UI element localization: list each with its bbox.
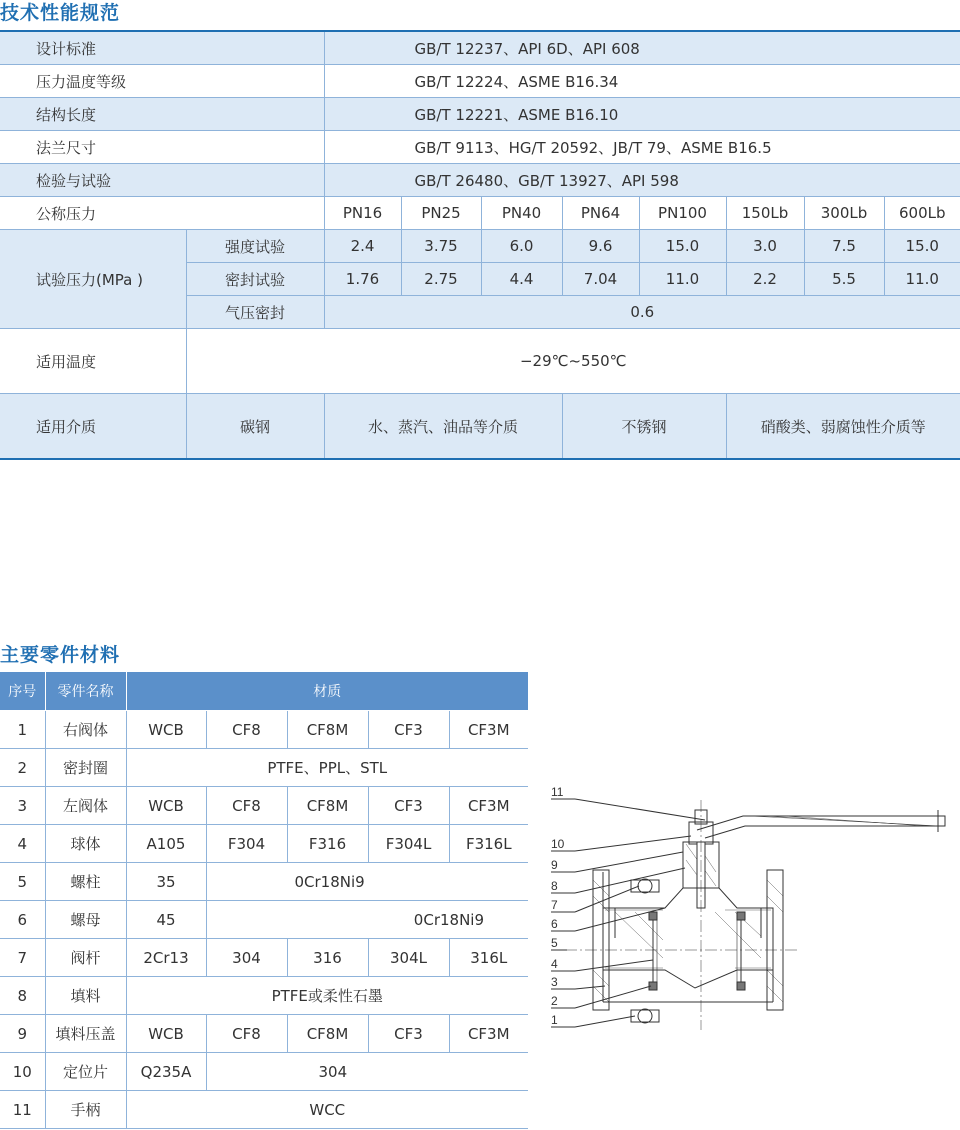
callout-label: 6 xyxy=(551,917,558,931)
strength-cell: 3.75 xyxy=(401,230,481,263)
material-cell: Q235A xyxy=(126,1053,206,1091)
table-row xyxy=(0,825,528,863)
spec-row-strength xyxy=(0,230,960,263)
nominal-cell: PN40 xyxy=(481,197,562,230)
ball-valve-drawing xyxy=(545,780,955,1050)
seal-cell: 1.76 xyxy=(324,263,401,296)
material-cell: PTFE、PPL、STL xyxy=(126,749,528,787)
media-cell: 不锈钢 xyxy=(562,394,726,460)
strength-cell: 3.0 xyxy=(726,230,804,263)
callout-label: 3 xyxy=(551,975,558,989)
material-cell: 316 xyxy=(287,939,368,977)
material-cell: CF3 xyxy=(368,787,449,825)
inspection-value: GB/T 26480、GB/T 13927、API 598 xyxy=(324,164,960,197)
part-no: 4 xyxy=(0,825,45,863)
callout-label: 5 xyxy=(551,936,558,950)
material-cell: CF8M xyxy=(287,711,368,749)
callout-label: 10 xyxy=(551,837,565,851)
table-row xyxy=(0,711,528,749)
table-row xyxy=(0,901,528,939)
material-cell: 0Cr18Ni9 xyxy=(206,901,528,939)
table-row xyxy=(0,939,528,977)
media-cell: 水、蒸汽、油品等介质 xyxy=(324,394,562,460)
material-cell: A105 xyxy=(126,825,206,863)
seal-cell: 7.04 xyxy=(562,263,639,296)
callout-label: 8 xyxy=(551,879,558,893)
part-no: 11 xyxy=(0,1091,45,1129)
design-value: GB/T 12237、API 6D、API 608 xyxy=(324,31,960,65)
strength-cell: 2.4 xyxy=(324,230,401,263)
header-name: 零件名称 xyxy=(45,672,126,711)
material-cell: 0Cr18Ni9 xyxy=(206,863,528,901)
material-cell: F316L xyxy=(449,825,528,863)
spec-section-title: 技术性能规范 xyxy=(0,2,121,24)
media-label: 适用介质 xyxy=(0,394,186,460)
part-no: 2 xyxy=(0,749,45,787)
length-label: 结构长度 xyxy=(0,98,324,131)
spec-row-pressure-temp xyxy=(0,65,960,98)
part-name: 左阀体 xyxy=(45,787,126,825)
spec-row-design xyxy=(0,31,960,65)
material-cell: WCB xyxy=(126,1015,206,1053)
seal-cell: 4.4 xyxy=(481,263,562,296)
spec-row-nominal xyxy=(0,197,960,230)
part-no: 8 xyxy=(0,977,45,1015)
length-value: GB/T 12221、ASME B16.10 xyxy=(324,98,960,131)
callout-label: 7 xyxy=(551,898,558,912)
material-cell: 304 xyxy=(206,1053,528,1091)
callout-label: 9 xyxy=(551,858,558,872)
seal-label: 密封试验 xyxy=(186,263,324,296)
part-name: 密封圈 xyxy=(45,749,126,787)
inspection-label: 检验与试验 xyxy=(0,164,324,197)
part-name: 螺母 xyxy=(45,901,126,939)
air-seal-label: 气压密封 xyxy=(186,296,324,329)
pressure-temp-value: GB/T 12224、ASME B16.34 xyxy=(324,65,960,98)
part-name: 手柄 xyxy=(45,1091,126,1129)
material-cell: 2Cr13 xyxy=(126,939,206,977)
strength-cell: 15.0 xyxy=(639,230,726,263)
part-name: 填料 xyxy=(45,977,126,1015)
table-row xyxy=(0,787,528,825)
seal-cell: 2.75 xyxy=(401,263,481,296)
header-material: 材质 xyxy=(126,672,528,711)
parts-table xyxy=(0,671,528,1129)
part-no: 5 xyxy=(0,863,45,901)
material-cell: CF8 xyxy=(206,787,287,825)
material-cell: 35 xyxy=(126,863,206,901)
spec-row-flange xyxy=(0,131,960,164)
nominal-cell: PN16 xyxy=(324,197,401,230)
nominal-cell: PN25 xyxy=(401,197,481,230)
strength-cell: 7.5 xyxy=(804,230,884,263)
spec-table xyxy=(0,30,960,460)
material-cell: 304 xyxy=(206,939,287,977)
part-name: 右阀体 xyxy=(45,711,126,749)
part-no: 3 xyxy=(0,787,45,825)
temperature-value: −29℃~550℃ xyxy=(186,329,960,394)
test-pressure-label: 试验压力(MPa ) xyxy=(0,230,186,329)
part-name: 填料压盖 xyxy=(45,1015,126,1053)
strength-cell: 9.6 xyxy=(562,230,639,263)
media-cell: 碳钢 xyxy=(186,394,324,460)
material-cell: WCB xyxy=(126,787,206,825)
pressure-temp-label: 压力温度等级 xyxy=(0,65,324,98)
media-cell: 硝酸类、弱腐蚀性介质等 xyxy=(726,394,960,460)
material-cell: F304L xyxy=(368,825,449,863)
material-cell: 45 xyxy=(126,901,206,939)
nominal-cell: 600Lb xyxy=(884,197,960,230)
parts-section-title: 主要零件材料 xyxy=(0,644,121,666)
nominal-cell: PN100 xyxy=(639,197,726,230)
design-label: 设计标准 xyxy=(0,31,324,65)
material-cell: F316 xyxy=(287,825,368,863)
material-cell: CF8M xyxy=(287,787,368,825)
table-row xyxy=(0,749,528,787)
flange-value: GB/T 9113、HG/T 20592、JB/T 79、ASME B16.5 xyxy=(324,131,960,164)
part-no: 9 xyxy=(0,1015,45,1053)
temperature-label: 适用温度 xyxy=(0,329,186,394)
nominal-cell: PN64 xyxy=(562,197,639,230)
spec-row-inspection xyxy=(0,164,960,197)
callout-label: 11 xyxy=(551,785,564,799)
material-cell: PTFE或柔性石墨 xyxy=(126,977,528,1015)
strength-cell: 15.0 xyxy=(884,230,960,263)
part-no: 10 xyxy=(0,1053,45,1091)
table-row xyxy=(0,863,528,901)
material-cell: F304 xyxy=(206,825,287,863)
material-cell: CF8 xyxy=(206,711,287,749)
strength-cell: 6.0 xyxy=(481,230,562,263)
callout-label: 2 xyxy=(551,994,558,1008)
spec-row-temperature xyxy=(0,329,960,394)
callout-label: 4 xyxy=(551,957,558,971)
material-cell: CF3M xyxy=(449,787,528,825)
table-row xyxy=(0,1053,528,1091)
nominal-cell: 300Lb xyxy=(804,197,884,230)
material-cell: CF8 xyxy=(206,1015,287,1053)
table-row xyxy=(0,1091,528,1129)
material-cell: CF3M xyxy=(449,1015,528,1053)
material-cell: CF8M xyxy=(287,1015,368,1053)
callout-label: 1 xyxy=(551,1013,558,1027)
part-no: 7 xyxy=(0,939,45,977)
material-cell: 316L xyxy=(449,939,528,977)
material-cell: CF3 xyxy=(368,1015,449,1053)
seal-cell: 2.2 xyxy=(726,263,804,296)
strength-label: 强度试验 xyxy=(186,230,324,263)
seal-cell: 11.0 xyxy=(884,263,960,296)
flange-label: 法兰尺寸 xyxy=(0,131,324,164)
table-row xyxy=(0,1015,528,1053)
part-name: 定位片 xyxy=(45,1053,126,1091)
material-cell: CF3 xyxy=(368,711,449,749)
material-cell: 304L xyxy=(368,939,449,977)
seal-cell: 11.0 xyxy=(639,263,726,296)
table-row xyxy=(0,977,528,1015)
air-seal-value: 0.6 xyxy=(324,296,960,329)
material-cell: WCC xyxy=(126,1091,528,1129)
seal-cell: 5.5 xyxy=(804,263,884,296)
header-no: 序号 xyxy=(0,672,45,711)
material-cell: CF3M xyxy=(449,711,528,749)
spec-row-media xyxy=(0,394,960,460)
parts-header-row xyxy=(0,672,528,711)
part-no: 6 xyxy=(0,901,45,939)
part-name: 球体 xyxy=(45,825,126,863)
nominal-label: 公称压力 xyxy=(0,197,324,230)
part-name: 阀杆 xyxy=(45,939,126,977)
part-name: 螺柱 xyxy=(45,863,126,901)
material-cell: WCB xyxy=(126,711,206,749)
part-no: 1 xyxy=(0,711,45,749)
nominal-cell: 150Lb xyxy=(726,197,804,230)
spec-row-length xyxy=(0,98,960,131)
